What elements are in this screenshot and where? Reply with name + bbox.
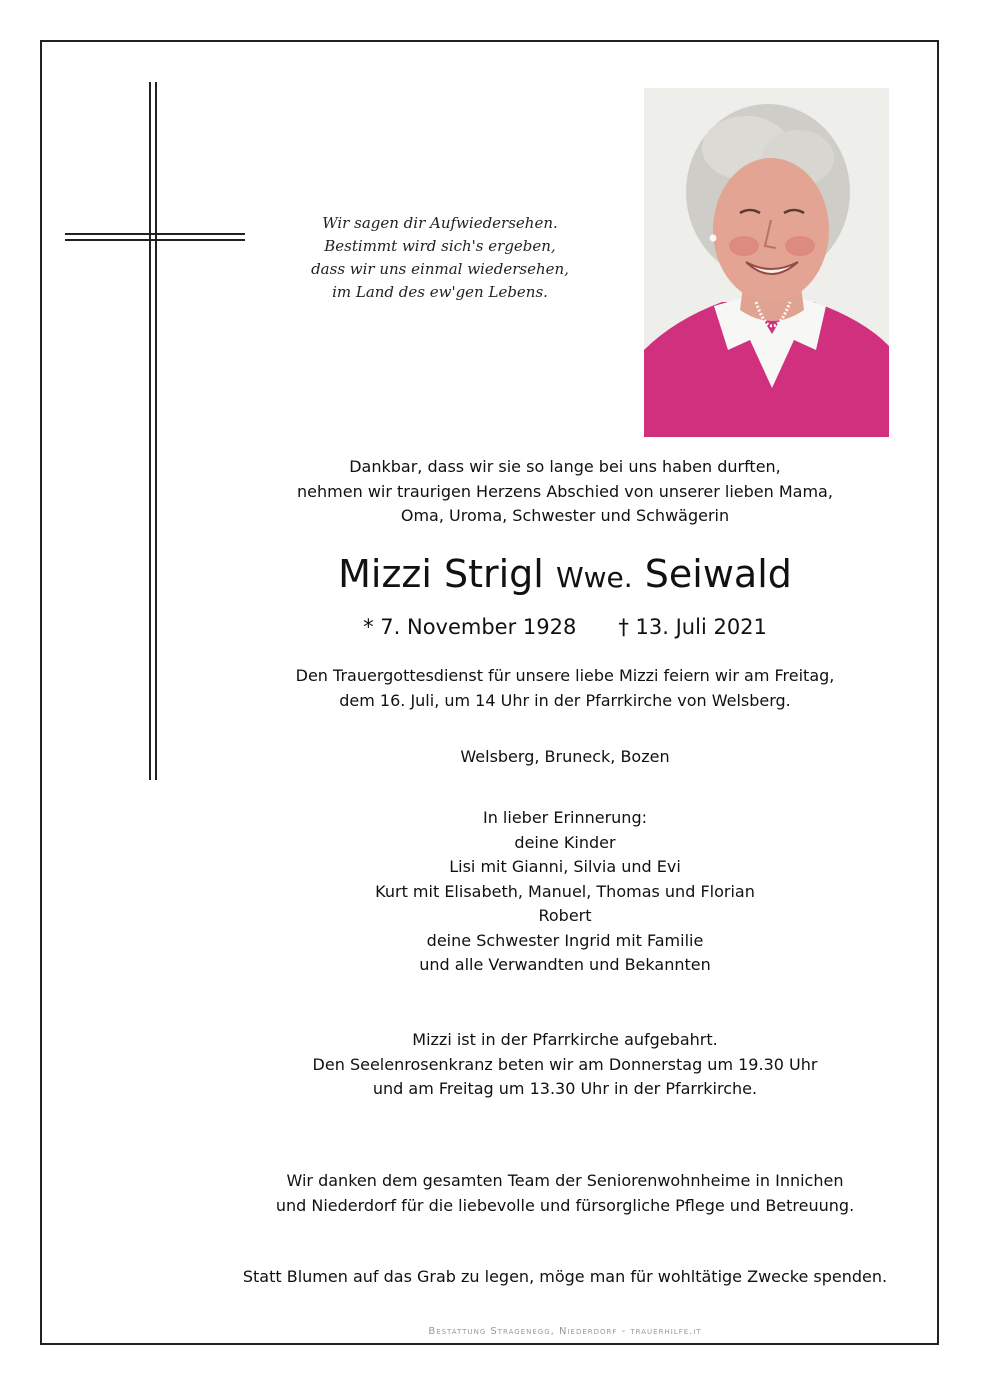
- laid-out-line: Den Seelenrosenkranz beten wir am Donnerstag um 19.30 Uhr: [312, 1054, 818, 1074]
- poem-line: im Land des ew'gen Lebens.: [332, 283, 548, 301]
- laid-out-line: und am Freitag um 13.30 Uhr in der Pfarrkirche.: [372, 1079, 758, 1098]
- memory-line: In lieber Erinnerung:: [482, 808, 647, 827]
- poem-line: dass wir uns einmal wiedersehen,: [311, 260, 569, 278]
- thanks-text: [230, 1169, 900, 1218]
- birth-date: * 7. November 1928: [363, 615, 577, 639]
- memory-line: Robert: [538, 906, 592, 925]
- service-line: dem 16. Juli, um 14 Uhr in der Pfarrkirche von Welsberg.: [339, 690, 791, 710]
- intro-text: [230, 455, 900, 529]
- memory-line: Lisi mit Gianni, Silvia und Evi: [449, 857, 681, 876]
- name-first: Mizzi Strigl: [338, 552, 544, 596]
- intro-line: Oma, Uroma, Schwester und Schwägerin: [400, 506, 730, 525]
- intro-line: Dankbar, dass wir sie so lange bei uns haben durften,: [349, 457, 781, 476]
- thanks-line: Wir danken dem gesamten Team der Seniorenwohnheime in Innichen: [286, 1171, 844, 1190]
- name-widow-abbrev: Wwe.: [555, 561, 633, 594]
- laid-out-line: Mizzi ist in der Pfarrkirche aufgebahrt.: [412, 1030, 718, 1049]
- deceased-name: [230, 548, 900, 604]
- donations-line: Statt Blumen auf das Grab zu legen, möge man für wohltätige Zwecke spenden.: [242, 1267, 888, 1286]
- death-date: † 13. Juli 2021: [618, 615, 767, 639]
- poem-line: Wir sagen dir Aufwiedersehen.: [322, 214, 558, 232]
- life-dates: [230, 612, 900, 642]
- memory-list: [230, 806, 900, 978]
- footer-credit: Bestattung Stragenegg, Niederdorf - trauerhilfe.it: [428, 1326, 702, 1337]
- intro-line: nehmen wir traurigen Herzens Abschied von unserer lieben Mama,: [297, 481, 833, 501]
- name-last: Seiwald: [644, 552, 792, 596]
- memory-line: deine Schwester Ingrid mit Familie: [426, 930, 704, 950]
- thanks-line: und Niederdorf für die liebevolle und fürsorgliche Pflege und Betreuung.: [275, 1195, 855, 1215]
- memory-line: Kurt mit Elisabeth, Manuel, Thomas und Florian: [375, 881, 755, 901]
- memorial-poem: [290, 212, 590, 304]
- places-text: [230, 745, 900, 770]
- portrait-photo: [644, 88, 889, 437]
- laid-out-text: [230, 1028, 900, 1102]
- poem-line: Bestimmt wird sich's ergeben,: [324, 237, 556, 255]
- cross-horizontal-line: [65, 233, 245, 235]
- places-line: Welsberg, Bruneck, Bozen: [460, 747, 670, 766]
- donations-text: [230, 1265, 900, 1290]
- cross-vertical-line: [155, 82, 157, 780]
- cross-horizontal-line: [65, 239, 245, 241]
- memory-line: deine Kinder: [514, 832, 616, 852]
- service-line: Den Trauergottesdienst für unsere liebe Mizzi feiern wir am Freitag,: [295, 666, 835, 685]
- memory-line: und alle Verwandten und Bekannten: [419, 955, 711, 974]
- funeral-service-text: [230, 664, 900, 713]
- cross-vertical-line: [149, 82, 151, 780]
